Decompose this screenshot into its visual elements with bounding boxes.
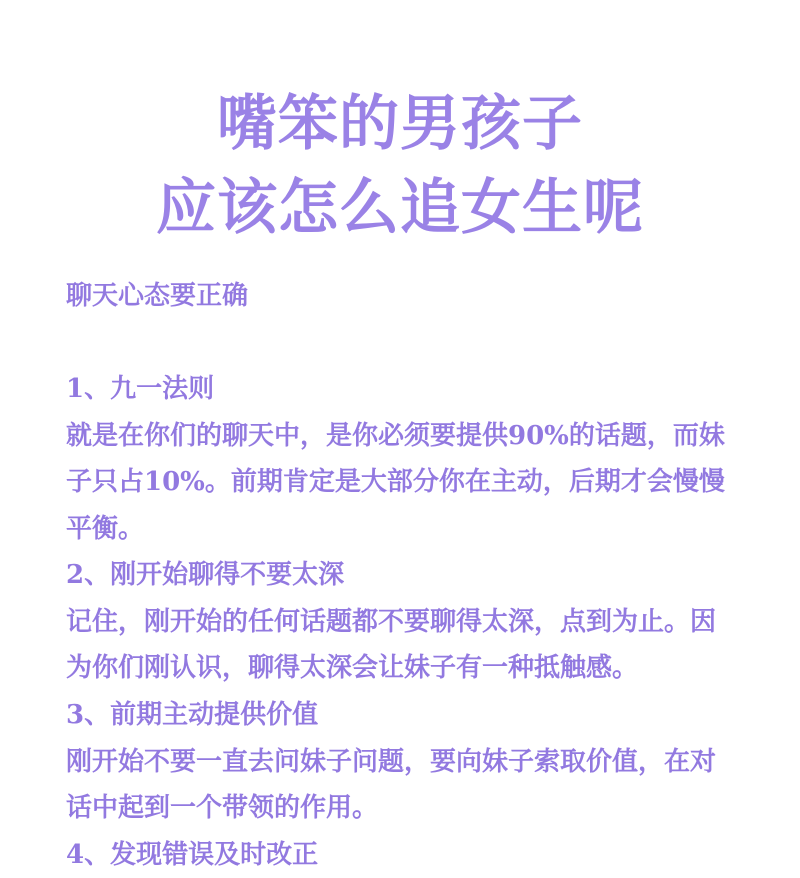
- section-1-paragraph-line: 平衡。: [66, 514, 145, 544]
- title-line-1: 嘴笨的男孩子: [217, 89, 583, 159]
- section-1-paragraph-line: 就是在你们的聊天中，是你必须要提供90%的话题，而妹: [66, 421, 725, 451]
- section-3-paragraph-line: 刚开始不要一直去问妹子问题，要向妹子索取价值，在对: [66, 747, 717, 777]
- section-4-heading: 4、发现错误及时改正: [66, 840, 319, 870]
- section-2-paragraph-line: 记住，刚开始的任何话题都不要聊得太深，点到为止。因: [66, 607, 717, 637]
- section-1-paragraph-line: 子只占10%。前期肯定是大部分你在主动，后期才会慢慢: [66, 467, 725, 497]
- section-2-paragraph-line: 为你们刚认识，聊得太深会让妹子有一种抵触感。: [66, 653, 639, 683]
- section-3-heading: 3、前期主动提供价值: [66, 700, 319, 730]
- intro-heading: 聊天心态要正确: [66, 281, 249, 311]
- section-1-heading: 1、九一法则: [66, 374, 215, 404]
- section-3-paragraph-line: 话中起到一个带领的作用。: [66, 793, 379, 823]
- section-2-heading: 2、刚开始聊得不要太深: [66, 560, 345, 590]
- title-line-2: 应该怎么追女生呢: [156, 173, 644, 243]
